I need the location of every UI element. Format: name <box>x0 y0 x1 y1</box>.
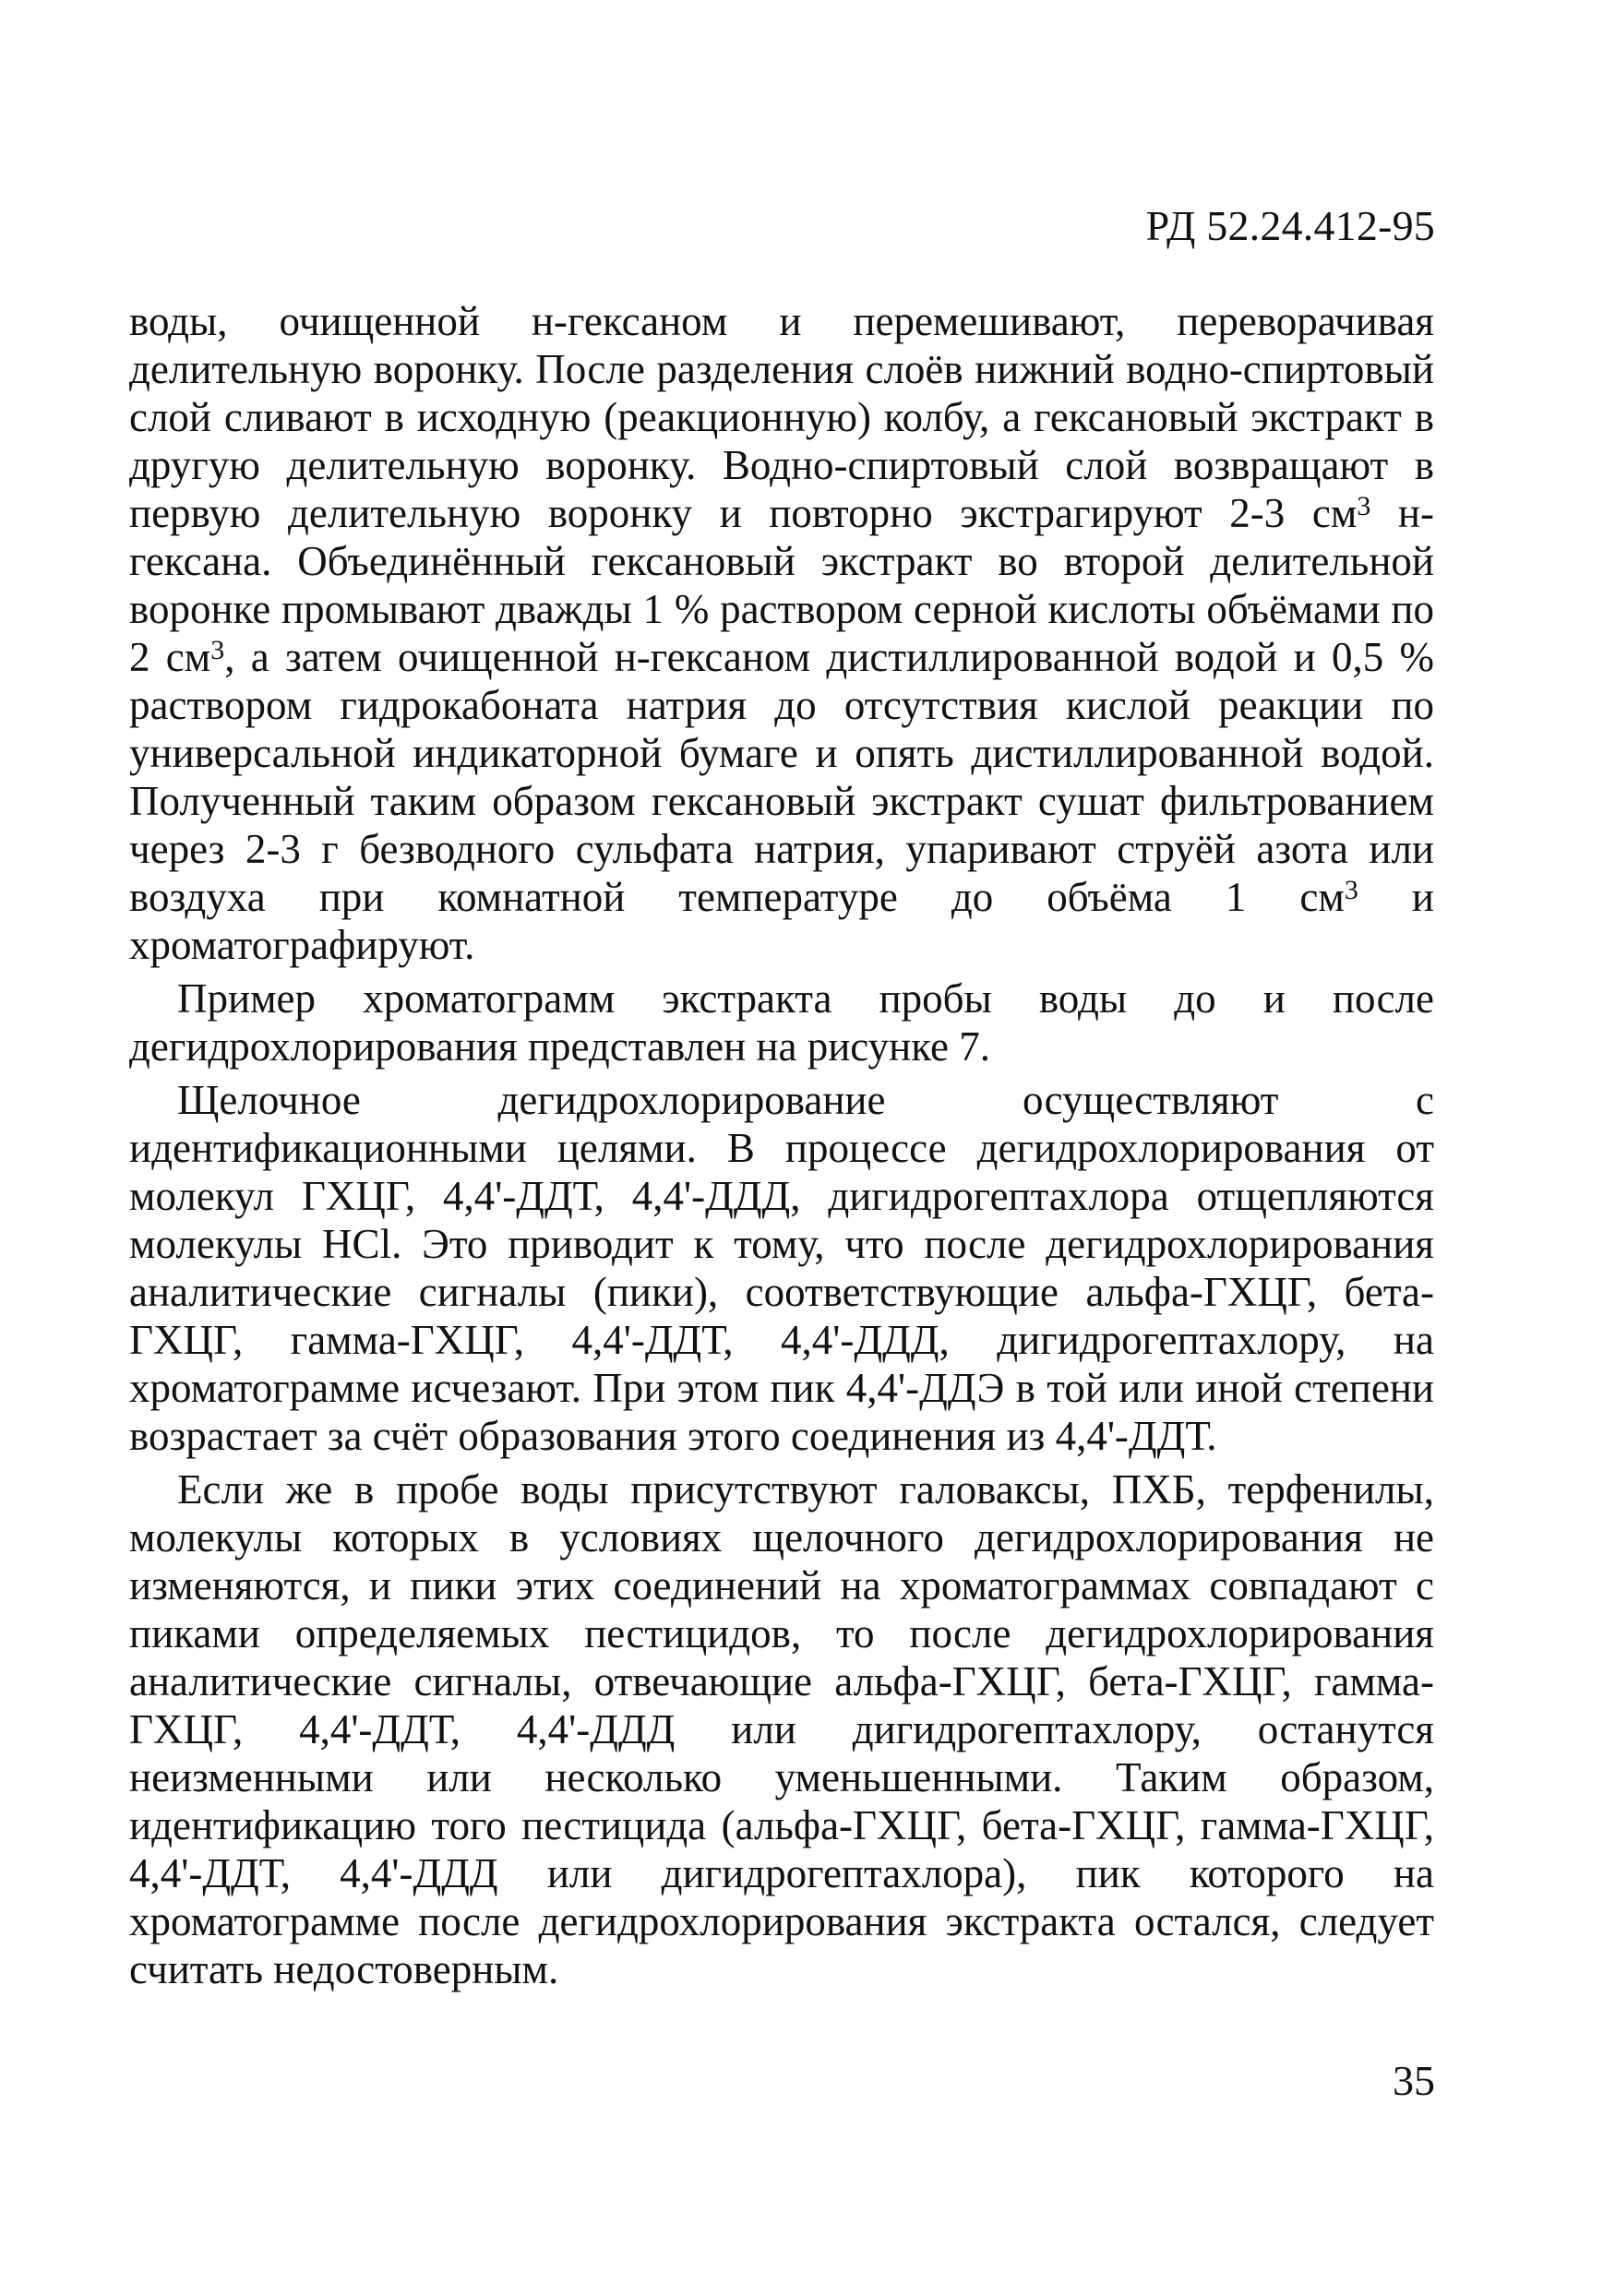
paragraph-1-part-d: и хроматографируют. <box>129 874 1434 968</box>
paragraph-1-part-b: н-гексана. Объединённый гексановый экстракт во второй делительной воронке промывают дважды 1 % раствором серной кислоты объёмами по 2 см <box>129 490 1434 680</box>
document-body <box>129 297 1434 1999</box>
paragraph-1-part-c: , а затем очищенной н-гексаном дистиллированной водой и 0,5 % раствором гидрокабоната натрия до отсутствия кислой реакции по универсальной индикаторной бумаге и опять дистиллированной водой. Полученный таким образом гексановый экстракт сушат фильтрованием через 2-3 г безводного сульфата натрия, упаривают струёй азота или воздуха при комнатной температуре до объёма 1 см <box>129 634 1434 920</box>
superscript-cubic-2: 3 <box>210 635 225 666</box>
paragraph-3: Щелочное дегидрохлорирование осуществляют с идентификационными целями. В процессе дегидрохлорирования от молекул ГХЦГ, 4,4'-ДДТ, 4,4'-ДДД, дигидрогептахлора отщепляются молекулы HCl. Это приводит к тому, что после дегидрохлорирования аналитические сигналы (пики), соответствующие альфа-ГХЦГ, бета-ГХЦГ, гамма-ГХЦГ, 4,4'-ДДТ, 4,4'-ДДД, дигидрогептахлору, на хроматограмме исчезают. При этом пик 4,4'-ДДЭ в той или иной степени возрастает за счёт образования этого соединения из 4,4'-ДДТ. <box>129 1077 1434 1459</box>
document-code-header: РД 52.24.412-95 <box>1145 202 1435 249</box>
paragraph-1 <box>129 297 1434 969</box>
paragraph-1-part-a: воды, очищенной н-гексаном и перемешивают, переворачивая делительную воронку. После разделения слоёв нижний водно-спиртовый слой сливают в исходную (реакционную) колбу, а гексановый экстракт в другую делительную воронку. Водно-спиртовый слой возвращают в первую делительную воронку и повторно экстрагируют 2-3 см <box>129 298 1434 536</box>
page-number: 35 <box>1393 2057 1435 2104</box>
paragraph-2: Пример хроматограмм экстракта пробы воды до и после дегидрохлорирования представлен на рисунке 7. <box>129 975 1434 1070</box>
superscript-cubic-1: 3 <box>1357 491 1371 522</box>
paragraph-4: Если же в пробе воды присутствуют галоваксы, ПХБ, терфенилы, молекулы которых в условиях щелочного дегидрохлорирования не изменяются, и пики этих соединений на хроматограммах совпадают с пиками определяемых пестицидов, то после дегидрохлорирования аналитические сигналы, отвечающие альфа-ГХЦГ, бета-ГХЦГ, гамма-ГХЦГ, 4,4'-ДДТ, 4,4'-ДДД или дигидрогептахлору, останутся неизменными или несколько уменьшенными. Таким образом, идентификацию того пестицида (альфа-ГХЦГ, бета-ГХЦГ, гамма-ГХЦГ, 4,4'-ДДТ, 4,4'-ДДД или дигидрогептахлора), пик которого на хроматограмме после дегидрохлорирования экстракта остался, следует считать недостоверным. <box>129 1466 1434 1992</box>
superscript-cubic-3: 3 <box>1344 875 1358 906</box>
